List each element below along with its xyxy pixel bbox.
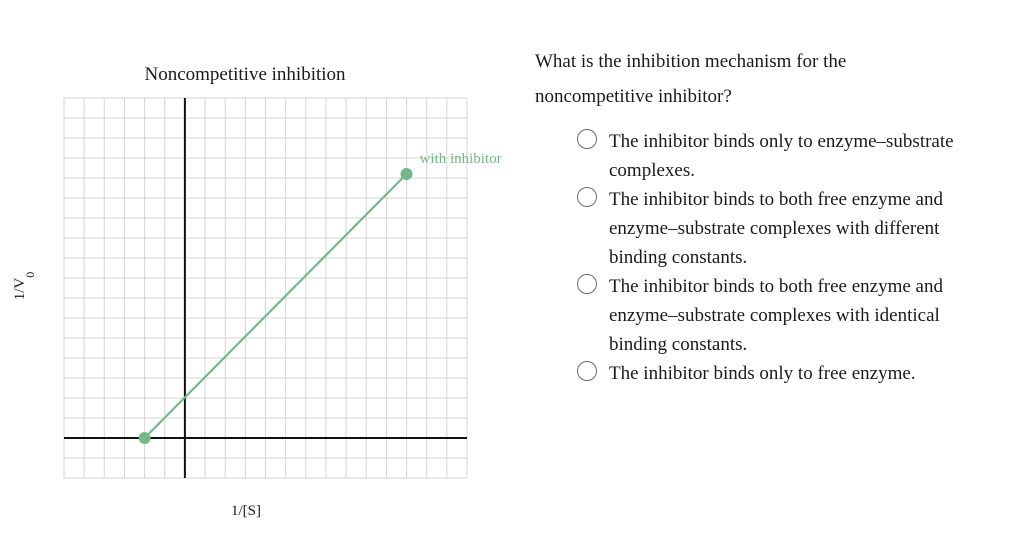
option-4[interactable] xyxy=(534,359,995,388)
chart-title: Noncompetitive inhibition xyxy=(144,64,346,85)
option-label: The inhibitor binds to both free enzyme and enzyme–substrate complexes with different binding constants. xyxy=(609,189,943,268)
y-axis-label: $1/V_0$ xyxy=(12,271,37,301)
x-axis-label: 1/[S] xyxy=(231,503,261,519)
radio-button-icon[interactable] xyxy=(577,187,597,207)
series-label: with inhibitor xyxy=(419,151,502,167)
option-3[interactable] xyxy=(534,272,995,359)
radio-button-icon[interactable] xyxy=(577,274,597,294)
option-1[interactable] xyxy=(534,127,995,185)
data-point xyxy=(139,432,151,444)
option-label: The inhibitor binds only to enzyme–substrate complexes. xyxy=(609,131,954,181)
answer-options xyxy=(0,127,995,388)
question-panel xyxy=(535,44,995,388)
option-2[interactable] xyxy=(534,185,995,272)
radio-button-icon[interactable] xyxy=(577,129,597,149)
option-label: The inhibitor binds only to free enzyme. xyxy=(609,363,916,384)
option-label: The inhibitor binds to both free enzyme and enzyme–substrate complexes with identical binding constants. xyxy=(609,276,943,355)
radio-button-icon[interactable] xyxy=(577,361,597,381)
question-text: What is the inhibition mechanism for the noncompetitive inhibitor? xyxy=(535,51,847,107)
